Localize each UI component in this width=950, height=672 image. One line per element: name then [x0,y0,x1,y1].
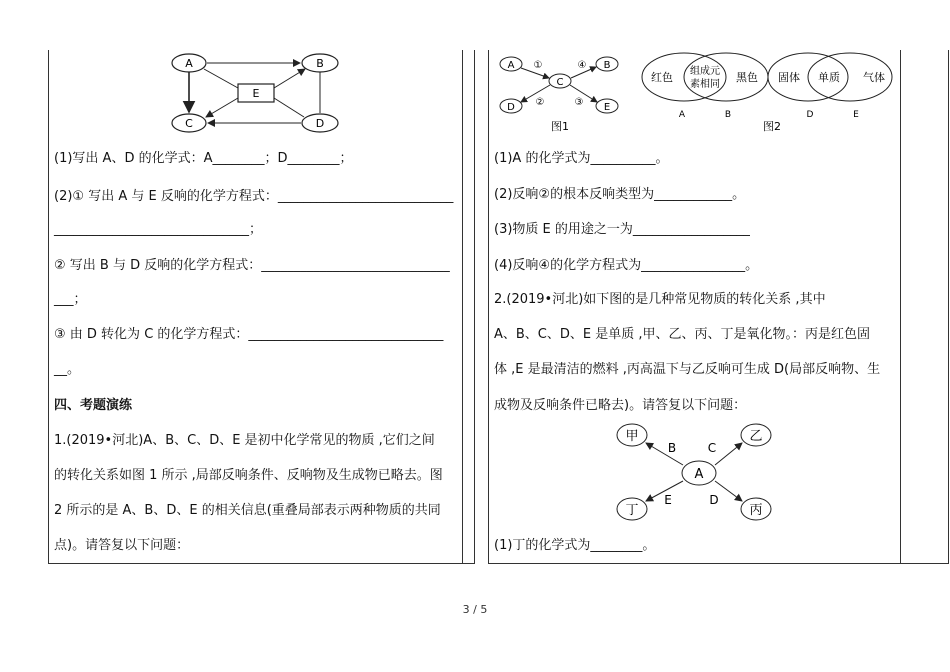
arrow-a-e [204,69,238,88]
page-number: 3 / 5 [462,603,488,616]
left-panel-border-right [474,50,475,563]
q2-sub-1: (1)丁的化学式为________。 [494,538,656,553]
venn2-left-label: 固体 [778,71,800,84]
figure-1-diagram [494,52,624,136]
q2-line-2: A、B、C、D、E 是单质 ,甲、乙、丙、丁是氧化物。：丙是红色固 [494,327,871,342]
right-panel-divider [900,50,901,563]
right-panel-bottom [488,563,949,564]
q2-node-ding-label: 丁 [625,503,639,518]
q1-line-2: 的转化关系如图 1 所示 ,局部反响条件、反响物及生成物已略去。图 [54,468,443,483]
right-q-line-2: (2)反响②的根本反响类型为____________。 [494,187,746,202]
arrow-e-c [206,98,238,117]
q2-arrow-yi [715,443,742,465]
left-q-line-3: ______________________________； [54,222,263,237]
venn1-middle-label-1: 组成元 [690,66,720,77]
q2-node-jia-label: 甲 [625,429,639,444]
fig1-node-c-label: C [556,77,564,88]
node-c-label: C [185,117,193,130]
q1-line-4: 点)。请答复以下问题： [54,538,190,553]
fig2-caption: 图2 [763,120,781,133]
q2-arrow-bing [715,481,742,501]
venn2-middle-label: 单质 [818,71,840,84]
right-q-line-4: (4)反响④的化学方程式为________________。 [494,258,759,273]
q2-node-a-label: A [694,467,704,482]
right-panel-border [488,50,489,563]
right-q-line-1: (1)A 的化学式为__________。 [494,151,669,166]
fig1-node-e-label: E [603,102,611,113]
venn1-left-label: 红色 [651,71,673,84]
left-conversion-diagram [160,50,360,136]
right-panel-border-right [948,50,949,563]
q1-line-1: 1.(2019•河北)A、B、C、D、E 是初中化学常见的物质 ,它们之间 [54,433,435,448]
fig1-caption: 图1 [551,120,569,133]
q2-line-4: 成物及反响条件已略去)。请答复以下问题： [494,398,747,413]
fig2-letter-b: B [724,110,732,120]
left-panel-divider [462,50,463,563]
venn1-middle-label-2: 素相同 [690,79,720,90]
fig1-node-b-label: B [603,60,611,71]
venn2-right-label: 气体 [863,71,885,84]
fig1-num-2: ② [535,97,545,108]
q2-node-yi-label: 乙 [749,429,763,444]
fig1-num-4: ④ [577,60,587,71]
node-d-label: D [315,117,325,130]
q2-node-bing-label: 丙 [749,503,763,518]
fig2-letter-a: A [678,110,686,120]
fig2-letter-e: E [853,110,859,120]
venn1-right-label: 黑色 [736,71,758,84]
left-q-line-4: ② 写出 B 与 D 反响的化学方程式：_____________________________ [54,258,450,273]
left-q-line-2: (2)① 写出 A 与 E 反响的化学方程式：___________________________ [54,189,454,204]
q2-edge-d: D [709,493,719,507]
left-panel-bottom [48,563,475,564]
q2-conversion-diagram [608,420,788,524]
fig1-num-1: ① [533,60,543,71]
q2-arrow-jia [646,443,683,465]
q2-edge-e: E [664,493,672,507]
fig1-num-3: ③ [574,97,584,108]
fig2-letter-d: D [806,110,814,120]
left-q-line-6: ③ 由 D 转化为 C 的化学方程式：______________________________ [54,327,444,342]
fig1-node-d-label: D [507,102,515,113]
q1-line-3: 2 所示的是 A、B、D、E 的相关信息(重叠局部表示两种物质的共同 [54,503,441,518]
q2-edge-c: C [707,441,717,455]
fig1-node-a-label: A [507,60,515,71]
q2-line-1: 2.(2019•河北)如下图的是几种常见物质的转化关系 ,其中 [494,292,826,307]
right-q-line-3: (3)物质 E 的用途之一为__________________ [494,222,750,237]
node-b-label: B [316,57,324,70]
arrow-e-d [274,98,304,117]
arrow-e-b [274,69,305,88]
left-panel-border [48,50,49,563]
node-a-label: A [185,57,193,70]
q2-line-3: 体 ,E 是最清洁的燃料 ,丙高温下与乙反响可生成 D(局部反响物、生 [494,362,881,377]
left-q-line-7: __。 [54,362,81,377]
node-e-label: E [252,87,260,100]
figure-2-diagram [634,50,900,136]
q2-edge-b: B [667,441,677,455]
section-title: 四、考题演练 [54,398,133,413]
left-q-line-1: (1)写出 A、D 的化学式：A________；D________； [54,151,353,166]
left-q-line-5: ___； [54,292,87,307]
